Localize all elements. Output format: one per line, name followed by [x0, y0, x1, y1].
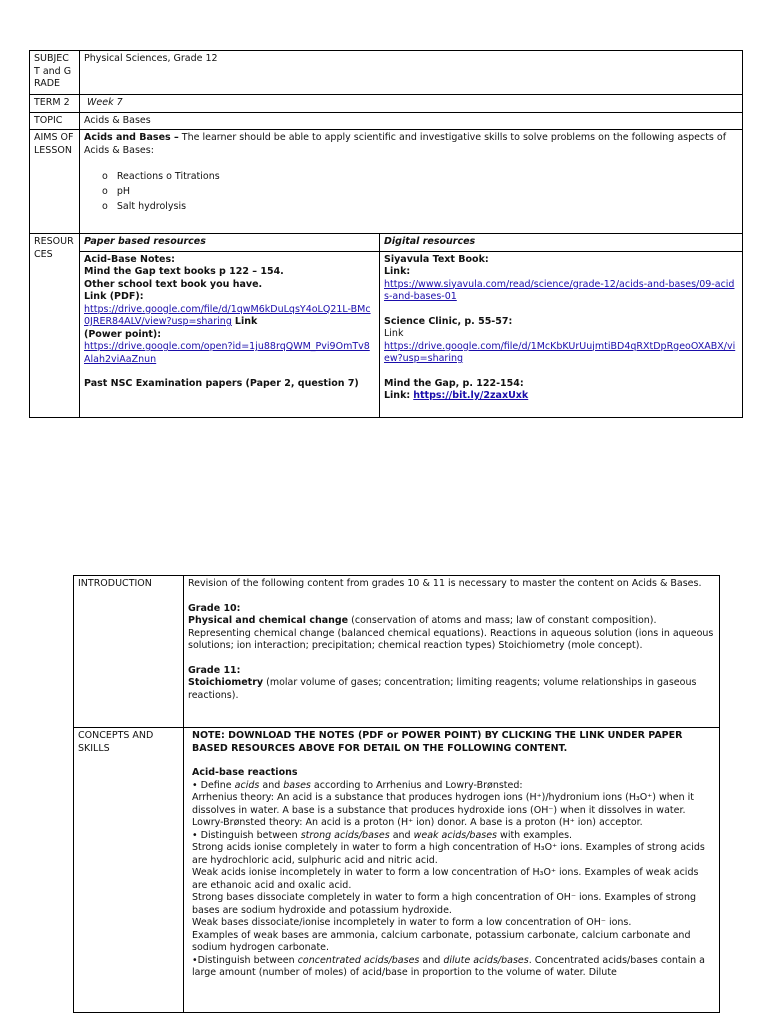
grade-11-text: Stoichiometry (molar volume of gases; concentration; limiting reagents; volume relationships in gaseous reactions).: [188, 677, 697, 701]
paper-resources-cell: [80, 251, 380, 417]
term-value-cell: [80, 95, 743, 113]
paper-header: Paper based resources: [84, 236, 206, 247]
subject-value-cell: [80, 51, 743, 95]
weak-bases-examples: Examples of weak bases are ammonia, calcium carbonate, potassium carbonate, calcium carbonate and sodium hydrogen carbonate.: [192, 929, 691, 953]
introduction-label-cell: [74, 576, 184, 728]
introduction-text: Revision of the following content from grades 10 & 11 is necessary to master the content on Acids & Bases.: [188, 578, 702, 589]
grade-10-text: Physical and chemical change (conservation of atoms and mass; law of constant composition). Representing chemical change (balanced chemical equations). Reactions in aqueous solution (ions in aqueous solutions; ion interaction; precipitation; chemical reaction types) Stoichiometry (mole concept).: [188, 615, 714, 651]
digital-header: Digital resources: [384, 236, 476, 247]
siyavula-title: Siyavula Text Book:: [384, 253, 489, 265]
mind-the-gap-title: Mind the Gap, p. 122-154:: [384, 377, 524, 389]
paper-notes-title: Acid-Base Notes:: [84, 253, 175, 265]
mind-the-gap-link-label: Link:: [384, 390, 411, 401]
topic-value: Acids & Bases: [84, 114, 151, 126]
siyavula-link[interactable]: https://www.siyavula.com/read/science/grade-12/acids-and-bases/09-acids-and-bases-01: [384, 278, 735, 302]
topic-value-cell: [80, 112, 743, 130]
strong-bases-text: Strong bases dissociate completely in water to form a high concentration of OH⁻ ions. Examples of strong bases are sodium hydroxide and potassium hydroxide.: [192, 892, 697, 916]
pdf-link-word: Link: [234, 316, 258, 327]
powerpoint-label: (Power point):: [84, 328, 162, 340]
science-clinic-title: Science Clinic, p. 55-57:: [384, 315, 513, 327]
term-value: Week 7: [87, 97, 123, 108]
concepts-label-cell: [74, 728, 184, 1013]
science-clinic-link-label: Link: [384, 328, 404, 339]
concentrated-dilute-line: •Distinguish between concentrated acids/bases and dilute acids/bases. Concentrated acids/bases contain a large amount (number of moles) of acid/base in proportion to the volume of water. Dilute: [192, 954, 705, 978]
weak-acids-text: Weak acids ionise incompletely in water to form a low concentration of H₃O⁺ ions. Examples of weak acids are ethanoic acid and oxalic acid.: [192, 867, 699, 891]
lesson-plan-table: [29, 50, 743, 418]
introduction-cell: [184, 576, 720, 728]
powerpoint-link[interactable]: https://drive.google.com/open?id=1ju88rqQWM_Pvi9OmTv8Alah2viAaZnun: [84, 341, 370, 365]
subject-value: Physical Sciences, Grade 12: [84, 53, 218, 64]
strong-acids-text: Strong acids ionise completely in water to form a high concentration of H₃O⁺ ions. Examples of strong acids are hydrochloric acid, sulphuric acid and nitric acid.: [192, 842, 705, 866]
resources-label: RESOURCES: [34, 236, 74, 260]
weak-bases-text: Weak bases dissociate/ionise incompletely in water to form a low concentration of OH⁻ ions.: [192, 917, 632, 928]
mind-the-gap-link[interactable]: https://bit.ly/2zaxUxk: [413, 390, 529, 401]
term-label-cell: [30, 95, 80, 113]
aims-bullet: o Salt hydrolysis: [102, 201, 187, 212]
acid-base-heading: Acid-base reactions: [192, 767, 298, 778]
digital-header-cell: [380, 234, 743, 252]
paper-pdf-label: Link (PDF):: [84, 291, 144, 302]
resources-label-cell: [30, 234, 80, 418]
paper-mind-the-gap: Mind the Gap text books p 122 – 154.: [84, 266, 284, 277]
subject-label: SUBJECT and GRADE: [34, 53, 72, 89]
aims-bullet: o pH: [102, 186, 131, 197]
digital-resources-cell: [380, 251, 743, 417]
topic-label-cell: [30, 112, 80, 130]
content-table: [73, 575, 720, 1013]
aims-heading: Acids and Bases –: [84, 132, 179, 143]
pdf-link[interactable]: https://drive.google.com/file/d/1qwM6kDuLqsY4oLQ21L-BMc0JRER84ALV/view?usp=sharing: [84, 303, 371, 327]
nsc-papers: Past NSC Examination papers (Paper 2, question 7): [84, 378, 359, 389]
paper-header-cell: [80, 234, 380, 252]
subject-label-cell: [30, 51, 80, 95]
concepts-label: CONCEPTS AND SKILLS: [78, 730, 154, 754]
aims-bullet-list: [84, 169, 738, 214]
arrhenius-theory: Arrhenius theory: An acid is a substance that produces hydrogen ions (H⁺)/hydronium ions (H₃O⁺) when it dissolves in water. A base is a substance that produces hydroxide ions (OH⁻) when it dissolves in water.: [192, 792, 695, 816]
aims-bullet: o Reactions o Titrations: [102, 171, 220, 182]
aims-label: AIMS OF LESSON: [34, 132, 74, 156]
paper-other-books: Other school text book you have.: [84, 278, 263, 290]
grade-10-heading: Grade 10:: [188, 602, 241, 614]
topic-label: TOPIC: [34, 114, 63, 126]
distinguish-line: • Distinguish between strong acids/bases and weak acids/bases with examples.: [192, 829, 573, 841]
siyavula-link-label: Link:: [384, 266, 411, 277]
lowry-bronsted-theory: Lowry-Brønsted theory: An acid is a proton (H⁺ ion) donor. A base is a proton (H⁺ ion) acceptor.: [192, 817, 643, 828]
aims-label-cell: [30, 130, 80, 234]
download-note: NOTE: DOWNLOAD THE NOTES (PDF or POWER POINT) BY CLICKING THE LINK UNDER PAPER BASED RESOURCES ABOVE FOR DETAIL ON THE FOLLOWING CONTENT.: [192, 730, 683, 754]
define-line: • Define acids and bases according to Arrhenius and Lowry-Brønsted:: [192, 779, 523, 791]
grade-11-heading: Grade 11:: [188, 664, 241, 676]
aims-value-cell: [80, 130, 743, 234]
introduction-label: INTRODUCTION: [78, 578, 152, 589]
aims-text: The learner should be able to apply scientific and investigative skills to solve problems on the following aspects of Acids & Bases:: [84, 132, 727, 156]
term-label: TERM 2: [34, 97, 70, 108]
concepts-cell: [184, 728, 720, 1013]
science-clinic-link[interactable]: https://drive.google.com/file/d/1McKbKUrUujmtiBD4qRXtDpRgeoOXABX/view?usp=sharing: [384, 340, 736, 364]
